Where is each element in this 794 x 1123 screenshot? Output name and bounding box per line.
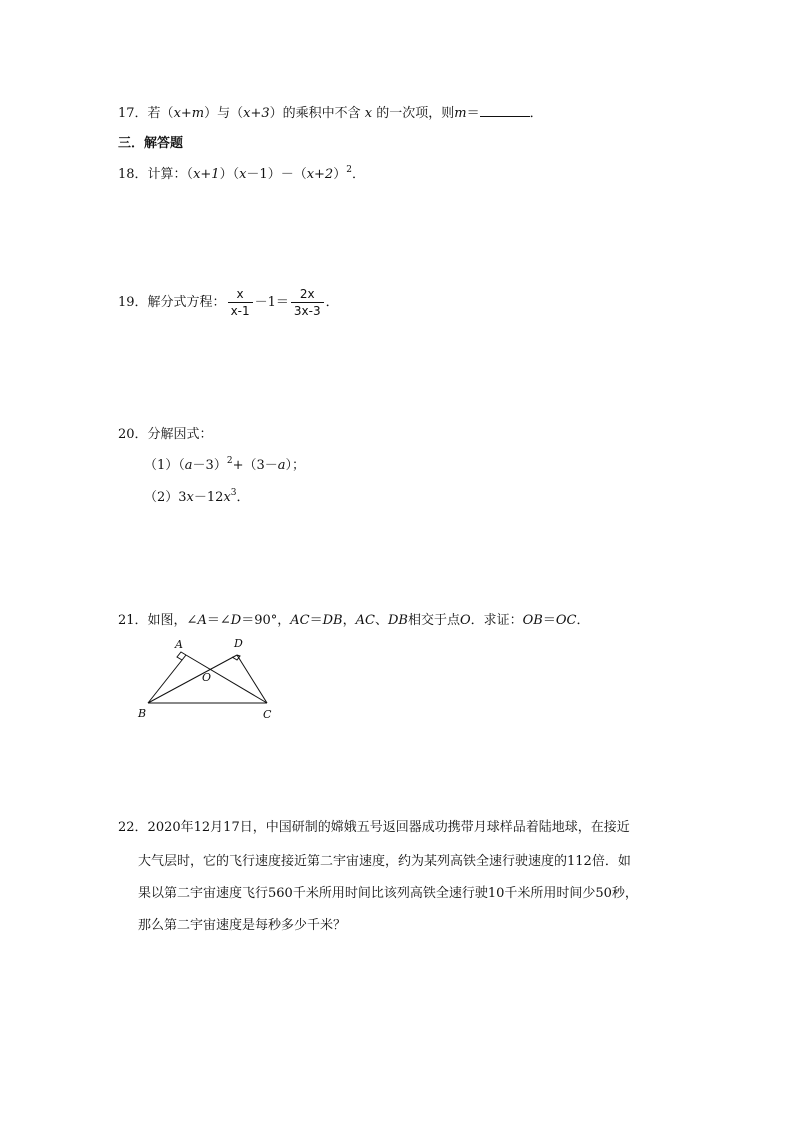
question-17: 17．若（x+m）与（x+3）的乘积中不含 x 的一次项，则m＝ ． [118,106,543,121]
question-22-line-1: 22．2020年12月17日，中国研制的嫦娥五号返回器成功携带月球样品着陆地球，在接近 [118,820,630,835]
question-22-line-3: 果以第二宇宙速度飞行560千米所用时间比该列高铁全速行驶10千米所用时间少50秒， [138,886,638,901]
question-19: 19．解分式方程： $\frac{x}{x-1}$ －1＝ $\frac{2x}{3x-3}$ ． [118,287,339,318]
label-b: B [138,707,147,720]
segment-ab [148,655,186,703]
question-20: 20．分解因式： [118,427,213,442]
section-title: 三．解答题 [118,136,184,151]
fraction-2: $\frac{2x}{3x-3}$ [291,286,324,319]
label-a: A [175,638,183,651]
question-number: 18． [118,167,148,182]
question-20-part-1: $(1)(a-3)^2+(3-a)$； [144,456,306,473]
fraction-1: $\frac{x}{x-1}$ [228,286,253,319]
question-21: 21．如图，∠A＝∠D＝90°，AC＝DB，AC、DB相交于点O．求证：OB＝OC． [118,613,590,628]
segment-ac [186,655,267,703]
question-18: 18．计算：$(x+1)(x-1)-(x+2)^2$． [118,165,365,182]
answer-blank [480,104,530,117]
question-number: 20． [118,427,148,442]
question-20-part-2: $(2)3x-12x^3$． [144,488,250,505]
question-22-line-2: 大气层时，它的飞行速度接近第二宇宙速度，约为某列高铁全速行驶速度的112倍．如 [138,854,631,869]
question-number: 21． [118,613,148,628]
question-22-line-4: 那么第二宇宙速度是每秒多少千米？ [138,918,347,933]
segment-dc [237,655,267,703]
label-d: D [234,637,243,650]
label-o: O [202,671,212,684]
triangle-figure [130,635,290,725]
label-c: C [263,708,272,721]
question-number: 17． [118,106,148,121]
segment-db [148,655,237,703]
question-number: 19． [118,295,148,310]
